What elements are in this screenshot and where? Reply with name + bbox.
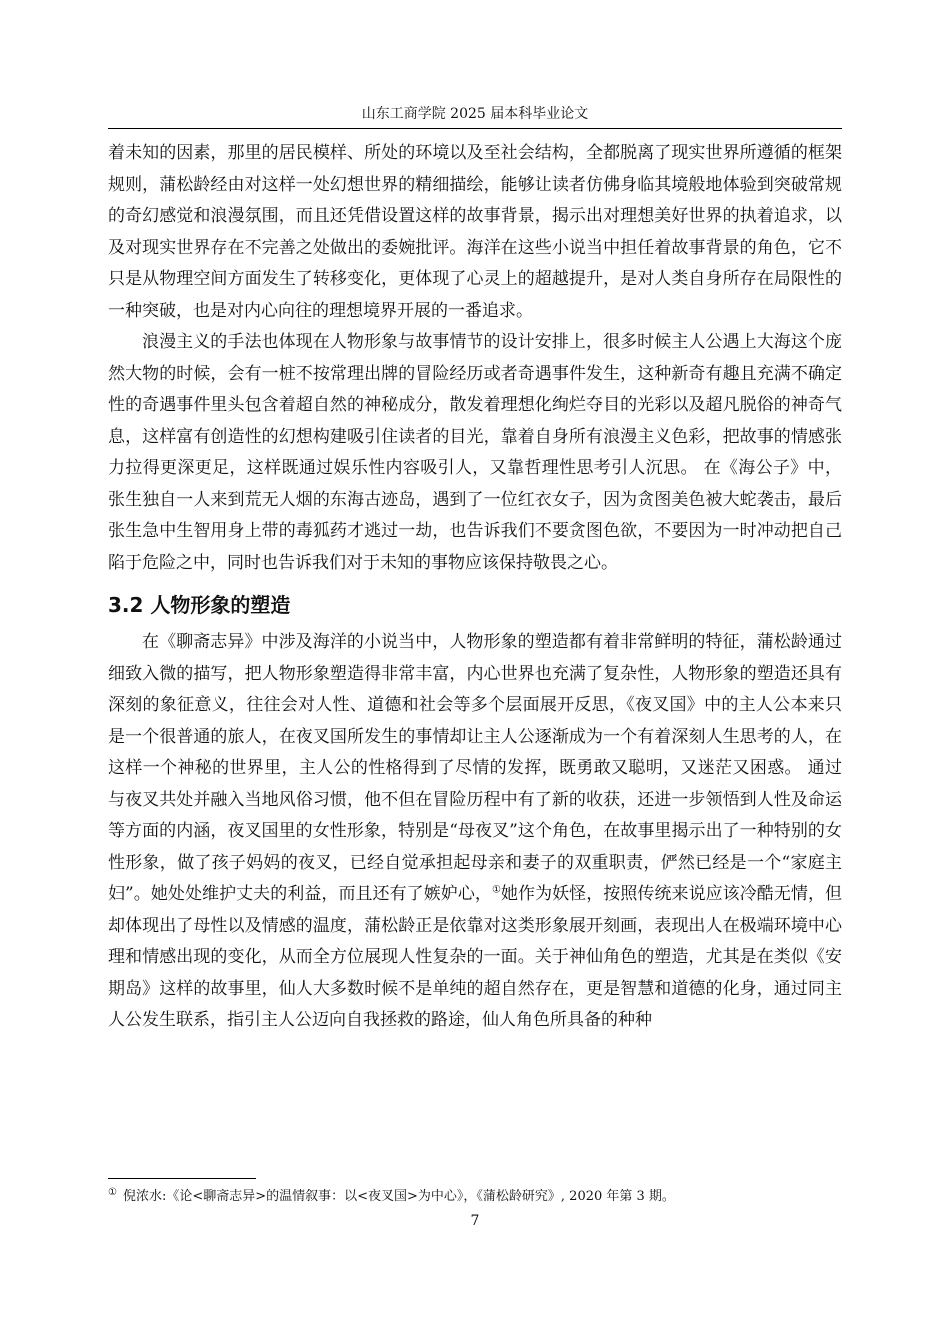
footnote-rule — [108, 1178, 256, 1179]
paragraph-text-part2: 她作为妖怪，按照传统来说应该冷酷无情，但却体现出了母性以及情感的温度，蒲松龄正是依靠对这类形象展开刻画，表现出人在极端环境中心理和情感出现的变化，从而全方位展现人性复杂的一面。关于神仙角色的塑造，尤其是在类似《安期岛》这样的故事里，仙人大多数时候不是单纯的超自然存在，更是智慧和道德的化身，通过同主人公发生联系，指引主人公迈向自我拯救的路途，仙人角色所具备的种种 — [108, 884, 842, 1030]
section-heading: 3.2 人物形象的塑造 — [108, 593, 291, 617]
footnote-reference[interactable]: ① — [491, 884, 501, 896]
page-number: 7 — [470, 1213, 480, 1229]
footnote-mark: ① — [108, 1186, 117, 1198]
paragraph-romanticism: 浪漫主义的手法也体现在人物形象与故事情节的设计安排上，很多时候主人公遇上大海这个庞然大物的时候，会有一桩不按常理出牌的冒险经历或者奇遇事件发生，这种新奇有趣且充满不确定性的奇遇事件里头包含着超自然的神秘成分，散发着理想化绚烂夺目的光彩以及超凡脱俗的神奇气息，这样富有创造性的幻想构建吸引住读者的目光，靠着自身所有浪漫主义色彩，把故事的情感张力拉得更深更足，这样既通过娱乐性内容吸引人，又靠哲理性思考引人沉思。 在《海公子》中，张生独自一人来到荒无人烟的东海古迹岛，遇到了一位红衣女子，因为贪图美色被大蛇袭击，最后张生急中生智用身上带的毒狐药才逃过一劫，也告诉我们不要贪图色欲，不要因为一时冲动把自己陷于危险之中，同时也告诉我们对于未知的事物应该保持敬畏之心。 — [108, 332, 842, 573]
running-header: 山东工商学院 2025 届本科毕业论文 — [361, 106, 589, 122]
footnote-text: 倪浓水:《论<聊斋志异>的温情叙事：以<夜叉国>为中心》，《蒲松龄研究》, 2020 年第 3 期。 — [122, 1189, 675, 1204]
paragraph-character-portrayal — [108, 627, 842, 1037]
body-content — [108, 138, 842, 1037]
paragraph-continued: 着未知的因素，那里的居民模样、所处的环境以及至社会结构，全都脱离了现实世界所遵循的框架规则，蒲松龄经由对这样一处幻想世界的精细描绘，能够让读者仿佛身临其境般地体验到突破常规的奇幻感觉和浪漫氛围，而且还凭借设置这样的故事背景，揭示出对理想美好世界的执着追求，以及对现实世界存在不完善之处做出的委婉批评。海洋在这些小说当中担任着故事背景的角色，它不只是从物理空间方面发生了转移变化，更体现了心灵上的超越提升，是对人类自身所存在局限性的一种突破，也是对内心向往的理想境界开展的一番追求。 — [108, 143, 842, 321]
paragraph-text-part1: 在《聊斋志异》中涉及海洋的小说当中，人物形象的塑造都有着非常鲜明的特征，蒲松龄通过细致入微的描写，把人物形象塑造得非常丰富，内心世界也充满了复杂性，人物形象的塑造还具有深刻的象征意义，往往会对人性、道德和社会等多个层面展开反思，《夜叉国》中的主人公本来只是一个很普通的旅人，在夜叉国所发生的事情却让主人公逐渐成为一个有着深刻人生思考的人，在这样一个神秘的世界里，主人公的性格得到了尽情的发挥，既勇敢又聪明，又迷茫又困惑。 通过与夜叉共处并融入当地风俗习惯，他不但在冒险历程中有了新的收获，还进一步领悟到人性及命运等方面的内涵，夜叉国里的女性形象，特别是“母夜叉”这个角色，在故事里揭示出了一种特别的女性形象，做了孩子妈妈的夜叉，已经自觉承担起母亲和妻子的双重职责，俨然已经是一个“家庭主妇”。她处处维护丈夫的利益，而且还有了嫉妒心， — [108, 632, 842, 904]
header-rule — [108, 128, 842, 129]
footnote — [108, 1188, 842, 1206]
